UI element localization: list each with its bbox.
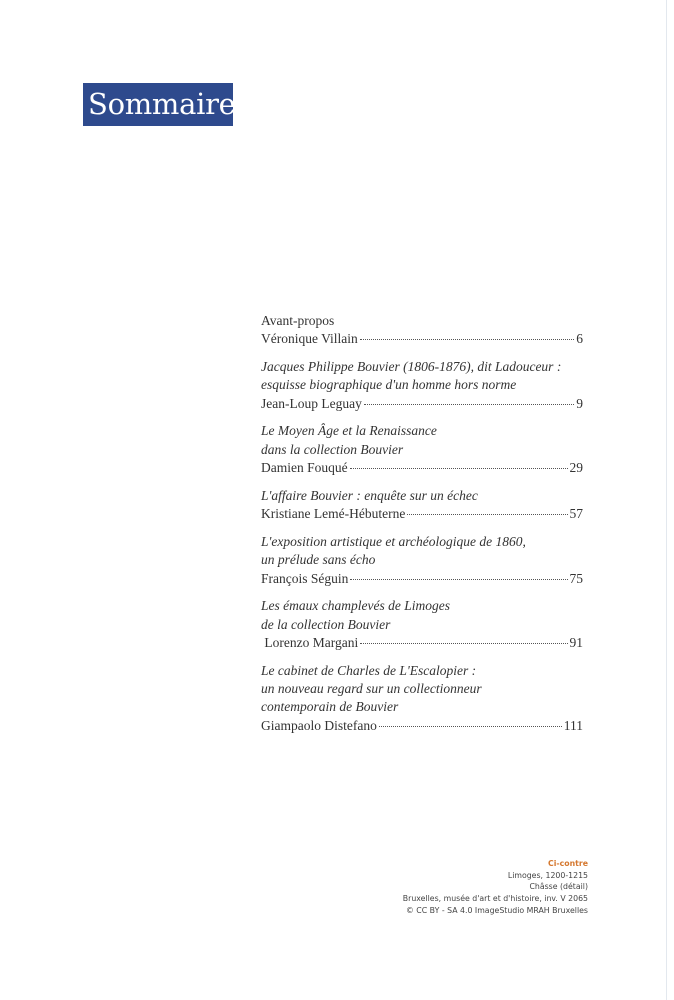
toc-page-number: 75 bbox=[569, 570, 583, 586]
toc-author-row bbox=[261, 459, 583, 477]
toc-author-row bbox=[261, 505, 583, 523]
toc-entry bbox=[261, 358, 583, 413]
caption-line: Bruxelles, musée d'art et d'histoire, inv. V 2065 bbox=[402, 894, 588, 904]
toc-author: François Séguin bbox=[261, 570, 349, 586]
toc-page-number: 9 bbox=[576, 395, 583, 411]
toc-author: Giampaolo Distefano bbox=[261, 717, 377, 733]
toc-author: Lorenzo Margani bbox=[261, 634, 359, 650]
toc-page-number: 57 bbox=[569, 506, 583, 522]
dot-leader bbox=[364, 404, 574, 405]
dot-leader bbox=[350, 579, 567, 580]
toc-author: Kristiane Lemé-Hébuterne bbox=[261, 506, 406, 522]
toc-title-line: dans la collection Bouvier bbox=[261, 441, 404, 457]
caption-line: © CC BY - SA 4.0 ImageStudio MRAH Bruxelles bbox=[406, 905, 588, 915]
toc-entry-title bbox=[261, 487, 583, 505]
toc-page-number: 6 bbox=[576, 331, 583, 347]
toc-page-number: 29 bbox=[569, 460, 583, 476]
dot-leader bbox=[379, 726, 562, 727]
toc-entry bbox=[261, 487, 583, 524]
toc-title-line: Le cabinet de Charles de L'Escalopier : bbox=[261, 662, 477, 678]
toc-title-line: Les émaux champlevés de Limoges bbox=[261, 598, 450, 614]
toc-title-line: Avant-propos bbox=[261, 313, 335, 328]
dot-leader bbox=[350, 468, 568, 469]
toc-page-number: 91 bbox=[569, 634, 583, 650]
toc-entry bbox=[261, 422, 583, 477]
toc-author-row bbox=[261, 330, 583, 348]
image-caption bbox=[328, 858, 588, 917]
toc-page-number: 111 bbox=[563, 717, 583, 733]
toc-entry bbox=[261, 312, 583, 349]
toc-title-line: Jacques Philippe Bouvier (1806-1876), dit Ladouceur : bbox=[261, 359, 562, 375]
toc-entry bbox=[261, 597, 583, 652]
toc-title-line: contemporain de Bouvier bbox=[261, 699, 399, 715]
caption-line: Châsse (détail) bbox=[529, 882, 588, 892]
toc-entry-title bbox=[261, 533, 583, 570]
toc-entry-title bbox=[261, 422, 583, 459]
toc-title-line: esquisse biographique d'un homme hors norme bbox=[261, 377, 517, 393]
toc-title-line: un nouveau regard sur un collectionneur bbox=[261, 681, 482, 697]
toc-author: Jean-Loup Leguay bbox=[261, 395, 362, 411]
toc-title-line: un prélude sans écho bbox=[261, 552, 376, 568]
toc-title-line: Le Moyen Âge et la Renaissance bbox=[261, 423, 437, 439]
toc-author-row bbox=[261, 395, 583, 413]
toc-entry-title bbox=[261, 662, 583, 717]
caption-line: Limoges, 1200-1215 bbox=[507, 870, 588, 880]
toc-entry-title bbox=[261, 597, 583, 634]
page-title: Sommaire bbox=[83, 83, 233, 126]
caption-heading: Ci-contre bbox=[547, 859, 588, 868]
toc-entry-title bbox=[261, 312, 583, 330]
toc-author: Véronique Villain bbox=[261, 331, 358, 347]
toc-author-row bbox=[261, 717, 583, 735]
toc-entry-title bbox=[261, 358, 583, 395]
dot-leader bbox=[407, 514, 567, 515]
toc-author-row bbox=[261, 570, 583, 588]
page-edge-line bbox=[666, 0, 667, 1000]
dot-leader bbox=[360, 643, 567, 644]
toc-entry bbox=[261, 533, 583, 588]
toc-title-line: L'affaire Bouvier : enquête sur un échec bbox=[261, 487, 478, 503]
toc-title-line: L'exposition artistique et archéologique de 1860, bbox=[261, 533, 526, 549]
table-of-contents bbox=[261, 312, 583, 744]
toc-title-line: de la collection Bouvier bbox=[261, 616, 391, 632]
toc-author-row bbox=[261, 634, 583, 652]
dot-leader bbox=[360, 339, 574, 340]
toc-author: Damien Fouqué bbox=[261, 460, 348, 476]
toc-entry bbox=[261, 662, 583, 735]
